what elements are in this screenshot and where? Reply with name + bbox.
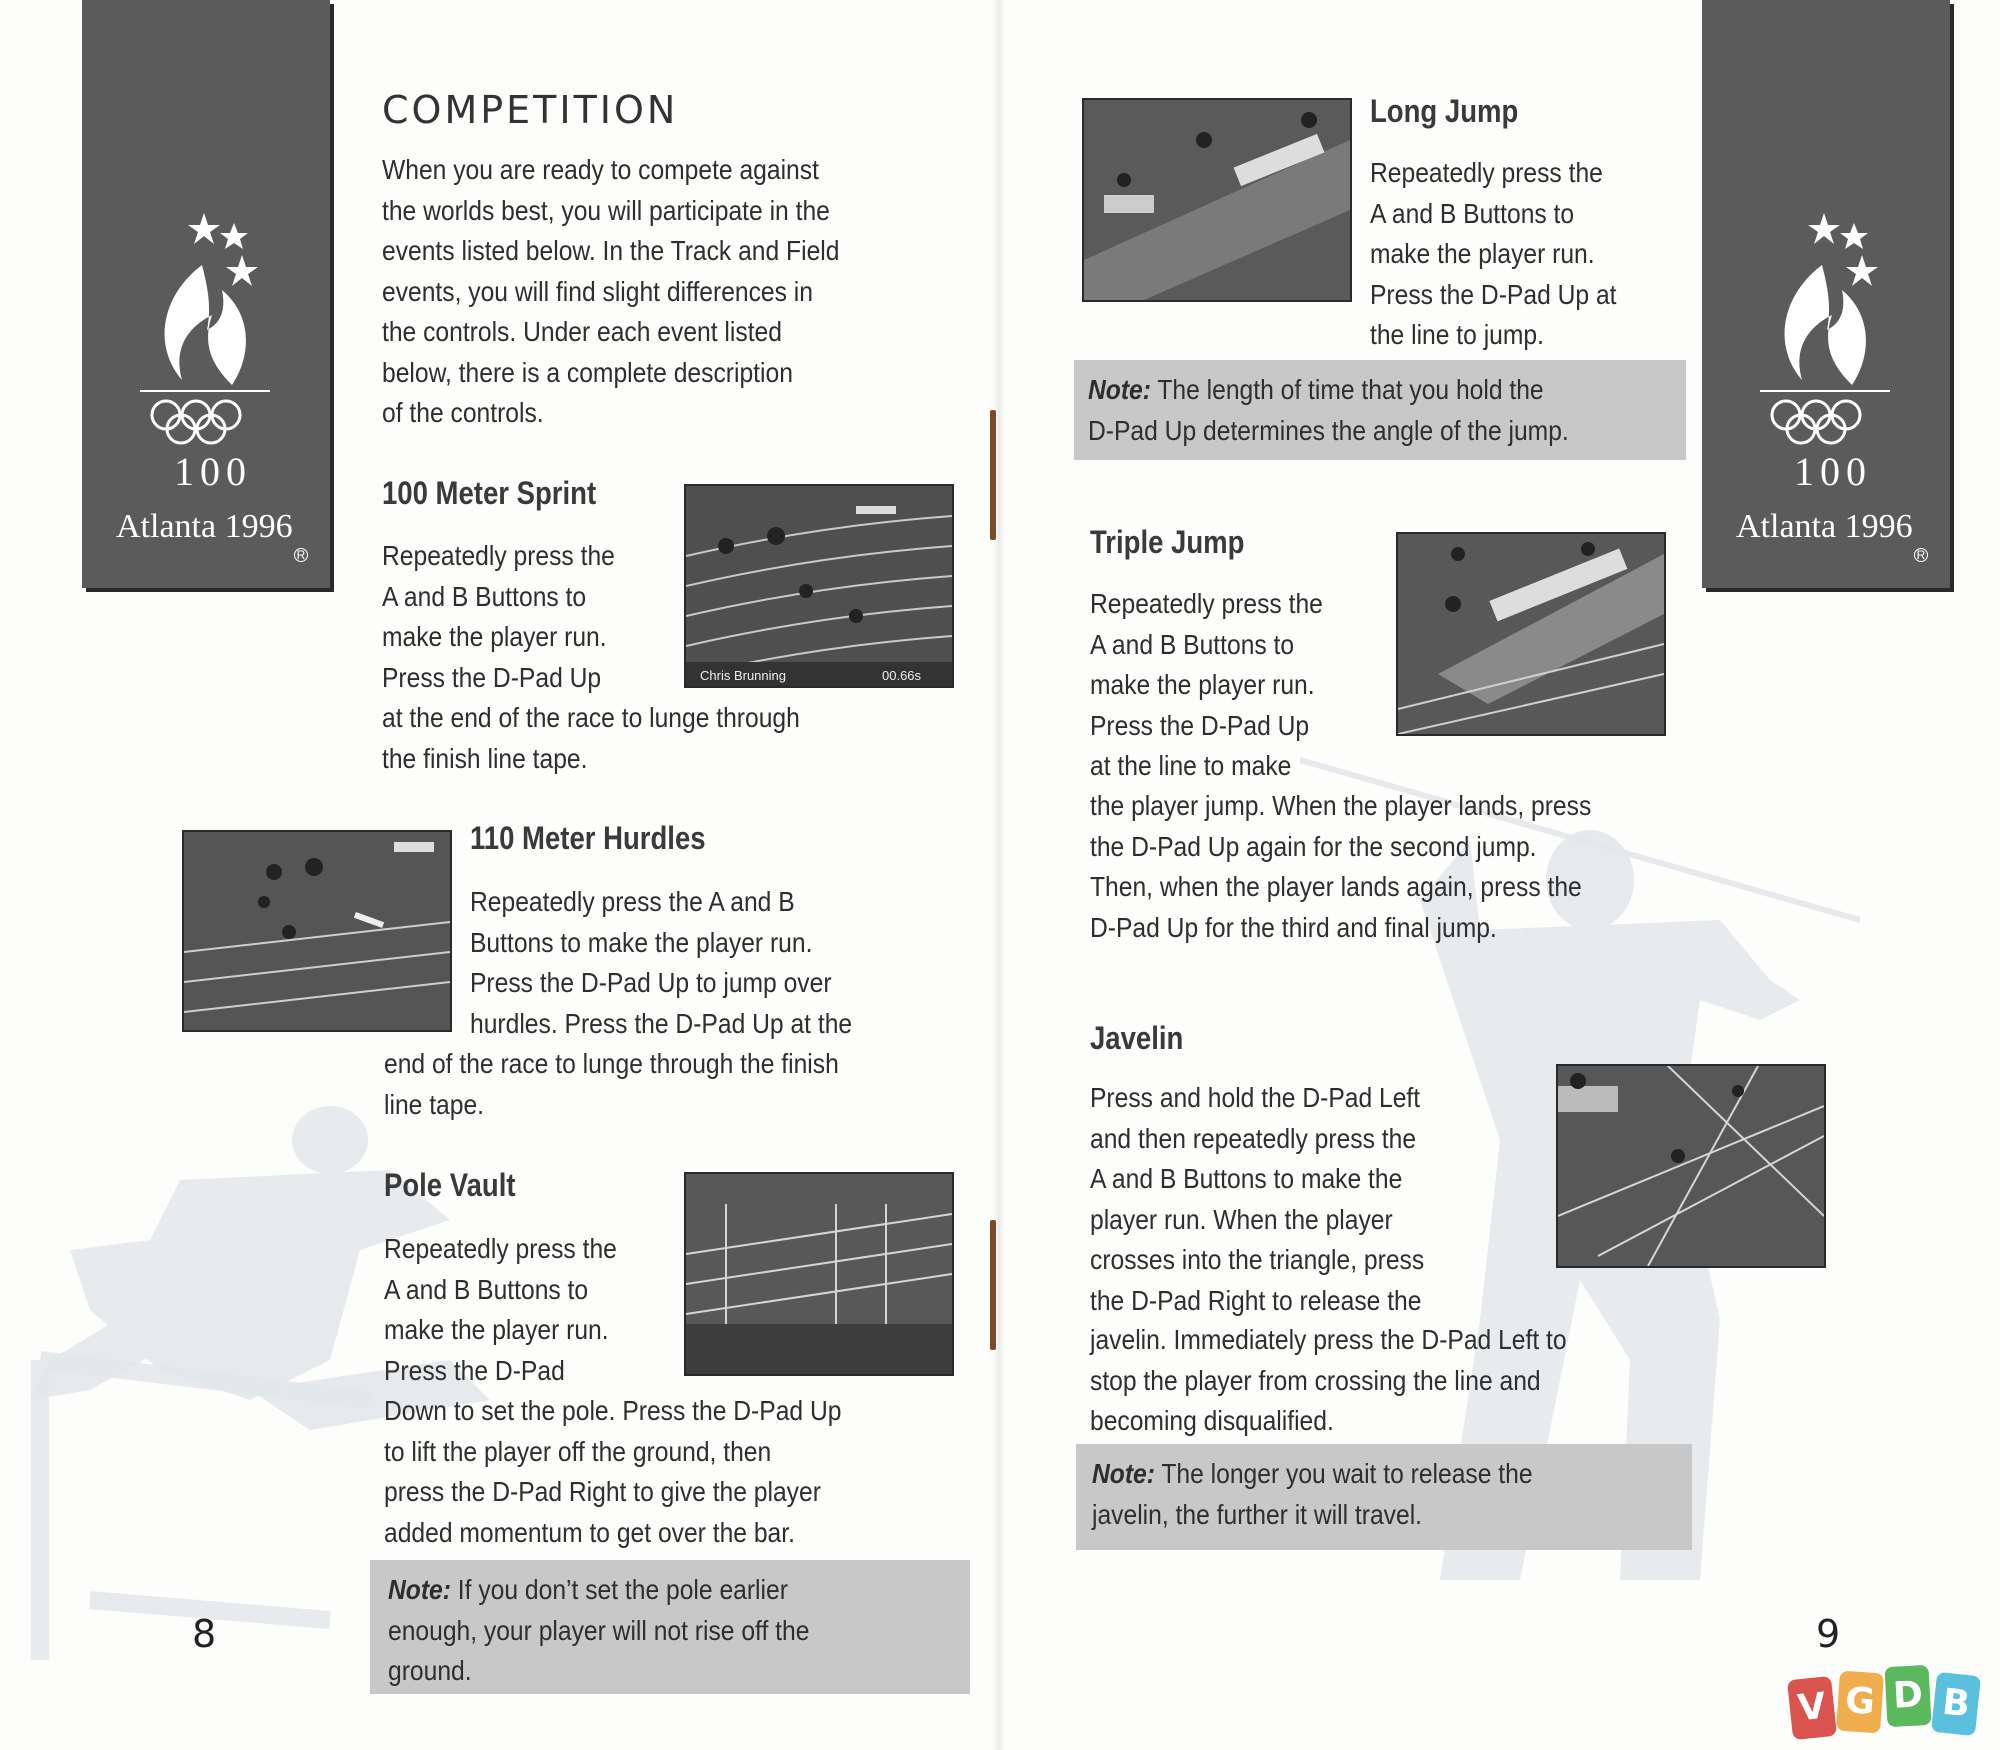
olympic-logo-band xyxy=(1702,0,1950,588)
intro-paragraph: When you are ready to compete against the worlds best, you will participate in the events listed below. In the Track and Field events, you will find slight differences in the controls. Under each event listed below, there is a complete description of the controls. xyxy=(382,154,840,428)
registered-mark: R xyxy=(294,548,308,562)
olympic-rings-icon xyxy=(140,385,270,445)
hurdles-screenshot xyxy=(182,830,452,1032)
hurdles-text-full: end of the race to lunge through the finish line tape. xyxy=(384,1048,839,1120)
pole-vault-text-full: Down to set the pole. Press the D-Pad Up to lift the player off the ground, then press the D-Pad Right to give the player added momentum to get over the bar. xyxy=(384,1395,842,1548)
staple-bottom xyxy=(990,1220,996,1350)
note-body: The longer you wait to release the javelin, the further it will travel. xyxy=(1092,1458,1533,1530)
javelin-screenshot xyxy=(1556,1064,1826,1268)
olympic-logo-band xyxy=(82,0,330,588)
sprint-hud-name: Chris Brunning xyxy=(700,668,786,683)
centennial-number: 100 xyxy=(174,449,252,494)
torch-flame-icon xyxy=(142,205,272,395)
triple-jump-text-full: the player jump. When the player lands, press the D-Pad Up again for the second jump. Then, when the player lands again, press the D-Pad Up for the third and final jump. xyxy=(1090,790,1592,943)
torch-flame-icon xyxy=(1762,205,1892,395)
note-body: If you don’t set the pole earlier enough, your player will not rise off the ground. xyxy=(388,1574,810,1686)
sprint-screenshot xyxy=(684,484,954,688)
long-jump-title: Long Jump xyxy=(1370,93,1519,129)
brand-wordmark: Atlanta 1996 xyxy=(116,508,293,545)
triple-jump-screenshot xyxy=(1396,532,1666,736)
javelin-note-text xyxy=(1092,1454,1673,1535)
javelin-title: Javelin xyxy=(1090,1020,1184,1056)
watermark-letter-v: V xyxy=(1787,1676,1837,1740)
note-label: Note: xyxy=(1092,1458,1155,1489)
hurdles-title: 110 Meter Hurdles xyxy=(470,820,706,856)
sprint-text-full: at the end of the race to lunge through the finish line tape. xyxy=(382,702,800,774)
watermark-letter-d: D xyxy=(1884,1665,1931,1727)
olympic-rings-icon xyxy=(1760,385,1890,445)
javelin-note xyxy=(1076,1444,1692,1550)
page-title: COMPETITION xyxy=(382,88,679,132)
page-number: 8 xyxy=(192,1612,217,1656)
note-body: The length of time that you hold the D-Pad Up determines the angle of the jump. xyxy=(1088,374,1569,446)
right-page xyxy=(1000,0,2000,1750)
page-number: 9 xyxy=(1816,1612,1841,1656)
javelin-text-full: javelin. Immediately press the D-Pad Left to stop the player from crossing the line and becoming disqualified. xyxy=(1090,1324,1567,1436)
note-label: Note: xyxy=(388,1574,451,1605)
sprint-title: 100 Meter Sprint xyxy=(382,475,597,511)
pole-vault-screenshot xyxy=(684,1172,954,1376)
watermark-letter-g: G xyxy=(1836,1671,1884,1734)
pole-vault-note xyxy=(370,1560,970,1694)
long-jump-text: Repeatedly press the A and B Buttons to make the player run. Press the D-Pad Up at the line to jump. xyxy=(1370,157,1617,350)
vgdb-watermark xyxy=(1790,1666,1990,1742)
triple-jump-title: Triple Jump xyxy=(1090,524,1245,560)
pole-vault-text-side: Repeatedly press the A and B Buttons to make the player run. Press the D-Pad xyxy=(384,1233,617,1386)
triple-jump-text-side: Repeatedly press the A and B Buttons to make the player run. Press the D-Pad Up at the line to make xyxy=(1090,588,1323,781)
watermark-letter-b: B xyxy=(1931,1672,1981,1736)
long-jump-note-text xyxy=(1088,370,1669,451)
centennial-number: 100 xyxy=(1794,449,1872,494)
hurdles-text-side: Repeatedly press the A and B Buttons to make the player run. Press the D-Pad Up to jump over hurdles. Press the D-Pad Up at the xyxy=(470,886,853,1039)
sprint-text-side: Repeatedly press the A and B Buttons to make the player run. Press the D-Pad Up xyxy=(382,540,615,693)
registered-mark: R xyxy=(1914,548,1928,562)
pole-vault-note-text xyxy=(388,1570,934,1692)
brand-wordmark: Atlanta 1996 xyxy=(1736,508,1913,545)
sprint-hud-time: 00.66s xyxy=(882,668,922,683)
note-label: Note: xyxy=(1088,374,1151,405)
staple-top xyxy=(990,410,996,540)
long-jump-screenshot xyxy=(1082,98,1352,302)
pole-vault-title: Pole Vault xyxy=(384,1167,516,1203)
javelin-text-side: Press and hold the D-Pad Left and then repeatedly press the A and B Buttons to make the player run. When the player crosses into the triangle, press the D-Pad Right to release the xyxy=(1090,1082,1425,1316)
long-jump-note xyxy=(1074,360,1686,460)
